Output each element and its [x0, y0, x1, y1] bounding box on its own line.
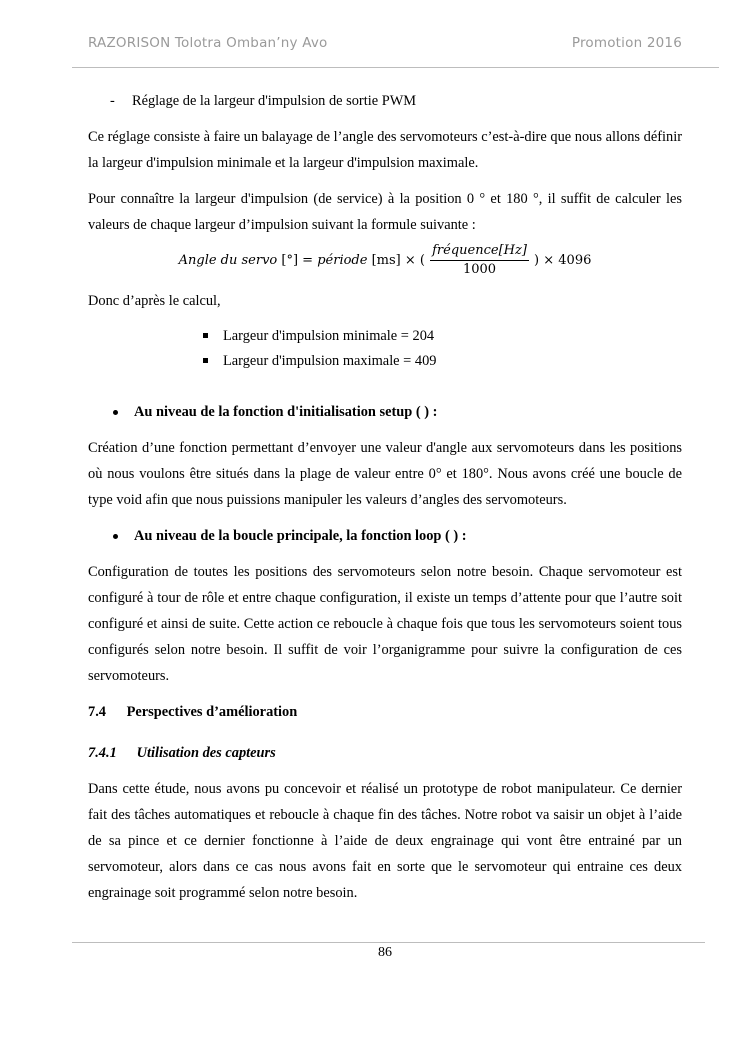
subsection-heading [88, 740, 682, 766]
section-number: 7.4 [88, 704, 106, 720]
header-author: RAZORISON Tolotra Omban’ny Avo [88, 35, 328, 51]
square-bullet-icon [203, 333, 208, 338]
formula-period: période [317, 253, 368, 268]
result-max [88, 349, 682, 374]
dash-marker: - [110, 93, 115, 109]
formula-denominator: 1000 [462, 262, 497, 277]
bullet-icon [113, 534, 118, 539]
paragraph-calc-intro: Donc d’après le calcul, [88, 293, 221, 309]
paragraph-formula-intro: Pour connaître la largeur d'impulsion (de service) à la position 0 ° et 180 °, il suffit de calculer les valeurs de chaque largeur d’impulsion suivant la formule suivante : [88, 191, 682, 233]
header-rule [72, 67, 719, 68]
header-promotion: Promotion 2016 [571, 35, 682, 51]
formula-period-unit: [ms] × ( [371, 253, 425, 268]
page-number: 86 [378, 945, 392, 960]
footer-rule [72, 942, 705, 943]
result-max-text: Largeur d'impulsion maximale = 409 [223, 353, 437, 369]
subsection-title: Utilisation des capteurs [136, 745, 276, 761]
subsection-number: 7.4.1 [88, 745, 117, 761]
formula-tail: ) × 4096 [534, 253, 592, 268]
formula-lhs-unit: [°] = [281, 253, 318, 268]
setup-heading-text: Au niveau de la fonction d'initialisation setup ( ) : [134, 404, 438, 420]
paragraph-setup: Création d’une fonction permettant d’envoyer une valeur d'angle aux servomoteurs dans les positions où nous voulons être situés dans la plage de valeur entre 0° et 180°. Nous avons créé une boucle de type void afin que nous puissions manipuler les valeurs d’angles des servomoteurs. [88, 440, 682, 508]
results-list [88, 324, 682, 374]
result-min-text: Largeur d'impulsion minimale = 204 [223, 328, 435, 344]
loop-heading [88, 523, 682, 549]
paragraph-final: Dans cette étude, nous avons pu concevoir et réalisé un prototype de robot manipulateur. Ce dernier fait des tâches automatiques et reboucle à chaque fin des tâches. Notre robot va saisir un objet à l’aide de sa pince et ce dernier fonctionne à l’aide de deux engrainage qui vont être entrainé par un servomoteur, alors dans ce cas nous avons fait en sorte que le servomoteur qui entraine ces deux engrainage soit programmé selon notre besoin. [88, 781, 682, 901]
section-heading [88, 699, 682, 725]
pwm-list-item [88, 88, 682, 114]
page-content [88, 88, 682, 906]
formula-fraction [430, 242, 529, 279]
setup-heading [88, 399, 682, 425]
paragraph-loop: Configuration de toutes les positions des servomoteurs selon notre besoin. Chaque servomoteur est configuré à tour de rôle et entre chaque configuration, il existe un temps d’attente pour que l’autre soit configuré et ainsi de suite. Cette action ce reboucle à chaque fois que tous les servomoteurs soient tous configurés selon notre besoin. Il suffit de voir l’organigramme pour suivre la configuration de ces servomoteurs. [88, 564, 682, 684]
square-bullet-icon [203, 358, 208, 363]
formula-lhs: Angle du servo [178, 253, 278, 268]
bullet-icon [113, 410, 118, 415]
section-title: Perspectives d’amélioration [126, 704, 298, 720]
formula-numerator: fréquence[Hz] [430, 242, 529, 261]
result-min [88, 324, 682, 349]
pwm-item-text: Réglage de la largeur d'impulsion de sortie PWM [132, 93, 417, 109]
loop-heading-text: Au niveau de la boucle principale, la fonction loop ( ) : [134, 528, 467, 544]
formula [88, 242, 682, 288]
paragraph-pwm-description: Ce réglage consiste à faire un balayage de l’angle des servomoteurs c’est-à-dire que nous allons définir la largeur d'impulsion minimale et la largeur d'impulsion maximale. [88, 129, 682, 171]
